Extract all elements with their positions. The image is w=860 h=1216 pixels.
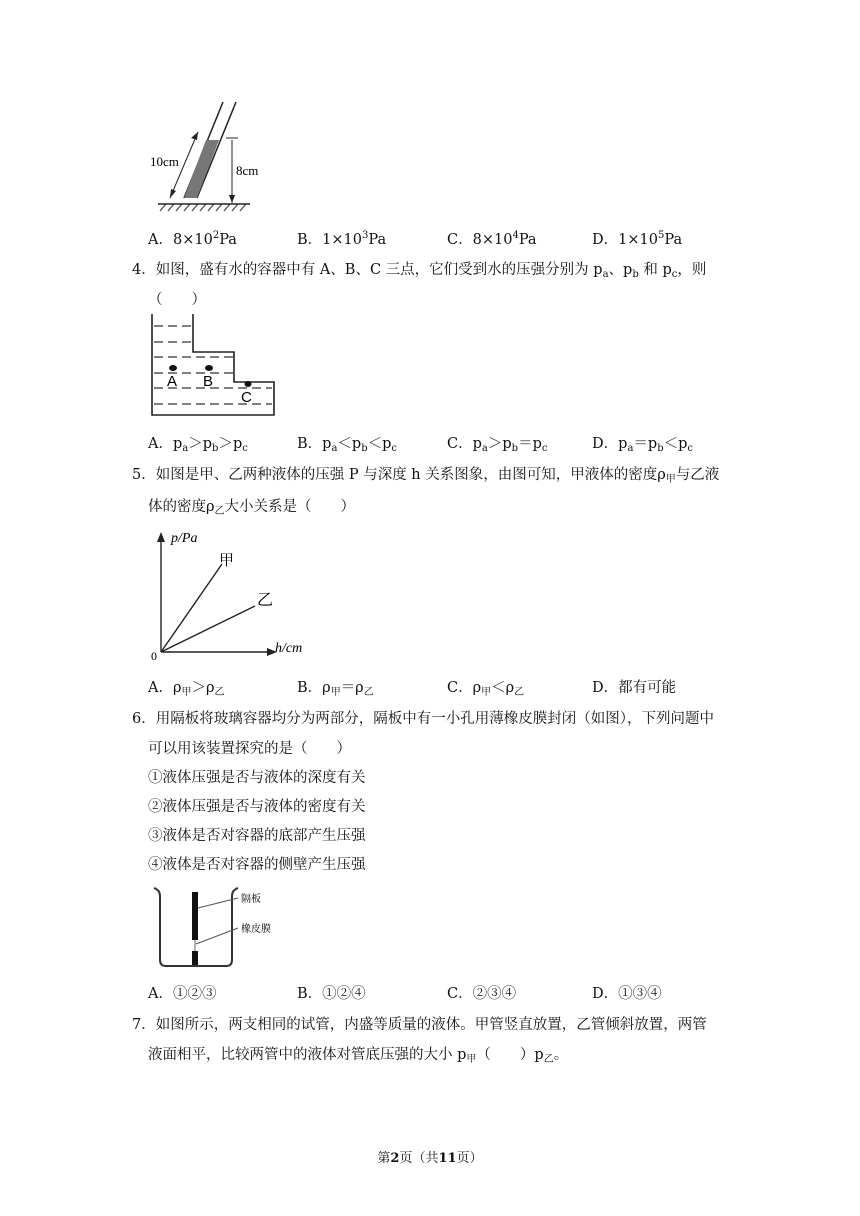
q3-option-d[interactable]: D．$1\times 10^5Pa$: [592, 230, 683, 248]
q4-option-d[interactable]: D．$p_a=p_b<p_c$: [592, 436, 694, 454]
q4-option-a[interactable]: A．$p_a>p_b>p_c$: [148, 436, 248, 454]
q5-question-line2: 体的密度$\rho_乙$大小关系是（ ）: [148, 499, 356, 517]
q6-item-4: ④液体是否对容器的侧壁产生压强: [148, 857, 366, 873]
q7-question-line2: 液面相平，比较两管中的液体对管底压强的大小 $p_甲$（ ）$p_乙$。: [148, 1047, 569, 1065]
q4-point-c-label: C: [241, 389, 252, 406]
q5-line-jia: [161, 564, 222, 652]
q4-point-a-label: A: [167, 373, 178, 390]
q5-series-yi-label: 乙: [257, 592, 274, 609]
q6-option-a[interactable]: A．①②③: [148, 986, 217, 1002]
q6-question-line1: 6．用隔板将玻璃容器均分为两部分，隔板中有一小孔用薄橡皮膜封闭（如图），下列问题中: [132, 711, 714, 727]
page-footer: 第2页（共11页）: [377, 1151, 483, 1166]
q4-question-line1: 4．如图，盛有水的容器中有 A、B、C 三点，它们受到水的压强分别为 $p_a$、$p_b$ 和 $p_c$，则: [132, 262, 707, 280]
q5-option-d[interactable]: D．都有可能: [592, 680, 677, 696]
q5-pressure-depth-graph: [145, 528, 315, 663]
q3-tube-figure: [140, 100, 290, 215]
q4-option-c[interactable]: C．$p_a>p_b=p_c$: [447, 436, 548, 454]
q4-container-figure: [148, 312, 278, 418]
q6-item-3: ③液体是否对容器的底部产生压强: [148, 828, 366, 844]
q6-label-membrane: 橡皮膜: [241, 924, 271, 935]
q4-point-b-label: B: [203, 373, 214, 390]
q6-question-line2: 可以用该装置探究的是（ ）: [148, 741, 351, 757]
q5-question-line1: 5．如图是甲、乙两种液体的压强 P 与深度 h 关系图象，由图可知，甲液体的密度$\rho_甲$与乙液: [132, 467, 720, 485]
q5-line-yi: [161, 606, 255, 652]
q5-xlabel: h/cm: [275, 641, 303, 656]
q6-option-d[interactable]: D．①③④: [592, 986, 662, 1002]
q6-label-partition: 隔板: [241, 894, 261, 905]
q5-ylabel: p/Pa: [171, 531, 198, 546]
q3-label-10cm: 10cm: [150, 154, 179, 169]
q6-option-c[interactable]: C．②③④: [447, 986, 517, 1002]
q3-option-c[interactable]: C．$8\times 10^4Pa$: [447, 230, 537, 248]
q3-label-8cm: 8cm: [236, 163, 259, 178]
q3-option-b[interactable]: B．$1\times 10^3Pa$: [297, 230, 387, 248]
q5-option-b[interactable]: B．$\rho_甲=\rho_乙$: [297, 680, 374, 698]
q6-partition: [192, 892, 198, 940]
q3-option-a[interactable]: A．$8\times 10^2Pa$: [148, 230, 237, 248]
q6-container-figure: [148, 884, 288, 969]
q6-item-2: ②液体压强是否与液体的密度有关: [148, 799, 366, 815]
q5-origin-label: 0: [151, 649, 157, 663]
q7-question-line1: 7．如图所示，两支相同的试管，内盛等质量的液体。甲管竖直放置，乙管倾斜放置，两管: [132, 1017, 707, 1033]
page-total: 11: [438, 1151, 457, 1166]
q5-series-jia-label: 甲: [219, 552, 235, 569]
q5-option-c[interactable]: C．$\rho_甲<\rho_乙$: [447, 680, 525, 698]
q6-option-b[interactable]: B．①②④: [297, 986, 366, 1002]
q4-option-b[interactable]: B．$p_a<p_b<p_c$: [297, 436, 398, 454]
page-number: 2: [390, 1151, 400, 1166]
q5-option-a[interactable]: A．$\rho_甲>\rho_乙$: [148, 680, 225, 698]
q6-item-1: ①液体压强是否与液体的深度有关: [148, 770, 366, 786]
q4-question-line2: （ ）: [148, 292, 206, 308]
